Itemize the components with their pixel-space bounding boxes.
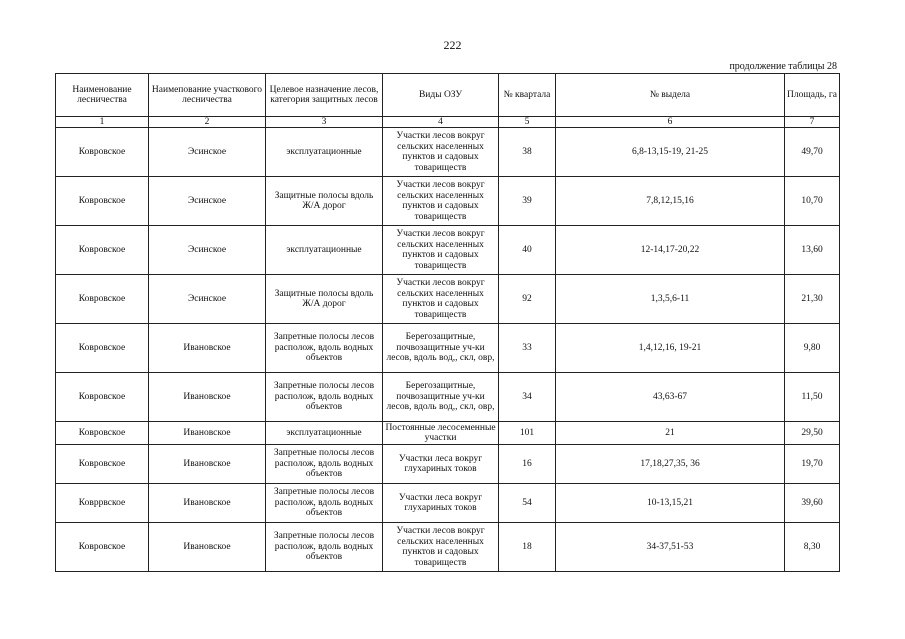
table-cell: 34: [499, 373, 556, 422]
table-cell: 49,70: [785, 128, 840, 177]
table-row: [56, 275, 840, 324]
table-cell: Ивановское: [149, 445, 266, 484]
column-number: 1: [56, 117, 149, 128]
table-cell: 10,70: [785, 177, 840, 226]
table-cell: 38: [499, 128, 556, 177]
table-cell: Запретные полосы лесов располож, вдоль водных объектов: [266, 445, 383, 484]
table-cell: Ивановское: [149, 523, 266, 572]
table-row: [56, 128, 840, 177]
table-cell: эксплуатационные: [266, 422, 383, 445]
column-number: 5: [499, 117, 556, 128]
table-cell: 11,50: [785, 373, 840, 422]
table-cell: 7,8,12,15,16: [556, 177, 785, 226]
page-number: 222: [443, 38, 462, 52]
table-cell: Берегозащитные, почвозащитные уч-ки лесов, вдоль вод,, скл, овр,: [383, 373, 499, 422]
table-cell: Эсинское: [149, 177, 266, 226]
header-cell: Наимепование участкового лесничества: [149, 74, 266, 117]
table-cell: Эсинское: [149, 275, 266, 324]
table-row: [56, 177, 840, 226]
table-row: [56, 226, 840, 275]
table-cell: Ковровское: [56, 523, 149, 572]
header-cell: № квартала: [499, 74, 556, 117]
table-row: [56, 523, 840, 572]
table-cell: Ковровское: [56, 226, 149, 275]
table-cell: 21,30: [785, 275, 840, 324]
table-cell: 34-37,51-53: [556, 523, 785, 572]
table-cell: Запретные полосы лесов располож, вдоль водных объектов: [266, 523, 383, 572]
table-row: [56, 324, 840, 373]
table-cell: 6,8-13,15-19, 21-25: [556, 128, 785, 177]
table-continuation-note: продолжение таблицы 28: [729, 61, 837, 72]
header-cell: Целевое назначение лесов, категория защитных лесов: [266, 74, 383, 117]
column-number: 4: [383, 117, 499, 128]
table-cell: Ковровское: [56, 275, 149, 324]
table-cell: 43,63-67: [556, 373, 785, 422]
table-cell: 1,4,12,16, 19-21: [556, 324, 785, 373]
table-cell: Ивановское: [149, 484, 266, 523]
table-row: [56, 422, 840, 445]
table-cell: 29,50: [785, 422, 840, 445]
column-number: 2: [149, 117, 266, 128]
column-number: 3: [266, 117, 383, 128]
table-cell: Постоянные лесосеменные участки: [383, 422, 499, 445]
table-cell: Запретные полосы лесов располож, вдоль водных объектов: [266, 484, 383, 523]
table-row: [56, 484, 840, 523]
table-cell: 101: [499, 422, 556, 445]
header-row: [56, 74, 840, 117]
column-number: 6: [556, 117, 785, 128]
table-cell: 92: [499, 275, 556, 324]
table-cell: Ивановское: [149, 422, 266, 445]
table-cell: Ковровское: [56, 177, 149, 226]
table-cell: 16: [499, 445, 556, 484]
table-cell: 13,60: [785, 226, 840, 275]
table-cell: Участки леса вокруг глухариных токов: [383, 445, 499, 484]
table-cell: Эсинское: [149, 226, 266, 275]
table-cell: Берегозащитные, почвозащитные уч-ки лесов, вдоль вод,, скл, овр,: [383, 324, 499, 373]
header-cell: Виды ОЗУ: [383, 74, 499, 117]
table-cell: Запретные полосы лесов располож, вдоль водных объектов: [266, 373, 383, 422]
table-cell: 39: [499, 177, 556, 226]
table-cell: 39,60: [785, 484, 840, 523]
table-cell: 17,18,27,35, 36: [556, 445, 785, 484]
table-cell: 33: [499, 324, 556, 373]
table-cell: Эсинское: [149, 128, 266, 177]
table-cell: 10-13,15,21: [556, 484, 785, 523]
table-cell: 8,30: [785, 523, 840, 572]
table-cell: Участки лесов вокруг сельских населенных пунктов и садовых товариществ: [383, 128, 499, 177]
table-cell: Ивановское: [149, 324, 266, 373]
table-cell: Ивановское: [149, 373, 266, 422]
table-cell: Участки лесов вокруг сельских населенных пунктов и садовых товариществ: [383, 275, 499, 324]
column-number-row: [56, 117, 840, 128]
table-cell: Участки леса вокруг глухариных токов: [383, 484, 499, 523]
table-cell: эксплуатационные: [266, 128, 383, 177]
table-row: [56, 373, 840, 422]
table-cell: Участки лесов вокруг сельских населенных пунктов и садовых товариществ: [383, 177, 499, 226]
table-row: [56, 445, 840, 484]
table-cell: Ковровское: [56, 445, 149, 484]
forest-table: [55, 73, 840, 572]
table-cell: Ковровское: [56, 373, 149, 422]
header-cell: № выдела: [556, 74, 785, 117]
table-cell: Участки лесов вокруг сельских населенных пунктов и садовых товариществ: [383, 523, 499, 572]
table-cell: 18: [499, 523, 556, 572]
table-cell: эксплуатационные: [266, 226, 383, 275]
table-cell: Ковррвское: [56, 484, 149, 523]
table-cell: Защитные полосы вдоль Ж/А дорог: [266, 275, 383, 324]
header-cell: Площадь, га: [785, 74, 840, 117]
header-cell: Наименование лесничества: [56, 74, 149, 117]
table-cell: 19,70: [785, 445, 840, 484]
table-cell: 12-14,17-20,22: [556, 226, 785, 275]
table-cell: Участки лесов вокруг сельских населенных пунктов и садовых товариществ: [383, 226, 499, 275]
table-cell: 40: [499, 226, 556, 275]
table-cell: Ковровское: [56, 422, 149, 445]
table-cell: Ковровское: [56, 128, 149, 177]
table-cell: 9,80: [785, 324, 840, 373]
table-cell: Защитные полосы вдоль Ж/А дорог: [266, 177, 383, 226]
table-cell: 21: [556, 422, 785, 445]
table-cell: Запретные полосы лесов располож, вдоль водных объектов: [266, 324, 383, 373]
table-cell: 1,3,5,6-11: [556, 275, 785, 324]
column-number: 7: [785, 117, 840, 128]
table-cell: 54: [499, 484, 556, 523]
table-cell: Ковровское: [56, 324, 149, 373]
